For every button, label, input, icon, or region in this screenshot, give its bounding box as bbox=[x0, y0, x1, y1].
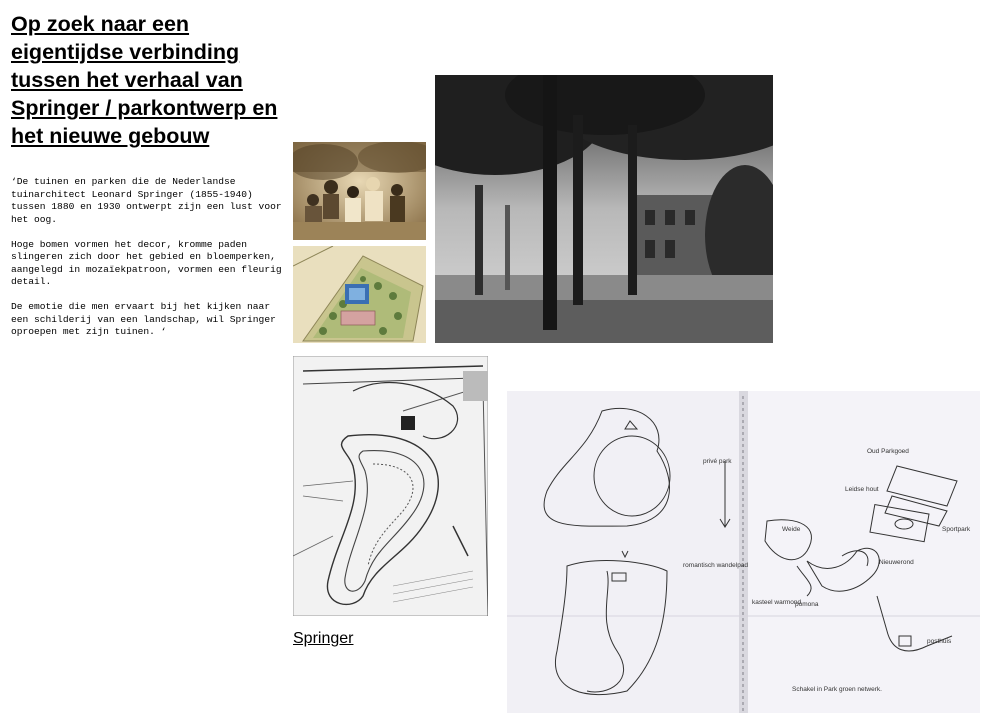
paragraph-1: ‘De tuinen en parken die de Nederlandse tuinarchitect Leonard Springer (1855-1940) tussen 1880 en 1930 ontwerpt zijn een lust voor het oog. bbox=[11, 176, 282, 225]
page-title: Op zoek naar een eigentijdse verbinding tussen het verhaal van Springer / parkontwerp en het nieuwe gebouw bbox=[11, 12, 278, 148]
label-kasteel: kasteel warmond bbox=[752, 599, 802, 606]
label-leidse-hout: Leidse hout bbox=[845, 486, 879, 493]
label-schakel: Schakel in Park groen netwerk. bbox=[792, 686, 882, 693]
paragraph-3: De emotie die men ervaart bij het kijken naar een schilderij van een landschap, wil Springer oproepen met zijn tuinen. ‘ bbox=[11, 301, 276, 337]
springer-park-plan bbox=[293, 356, 488, 616]
label-pomona: pomona bbox=[795, 601, 819, 608]
label-oud-parkgoed: Oud Parkgoed bbox=[867, 448, 909, 455]
group-photo bbox=[293, 142, 426, 240]
label-romantisch: romantisch wandelpad bbox=[683, 562, 749, 569]
colored-garden-plan bbox=[293, 246, 426, 343]
sketch-notebook bbox=[507, 391, 980, 713]
label-posthuis: posthuis bbox=[927, 638, 952, 645]
intro-text bbox=[11, 176, 291, 351]
caption-springer: Springer bbox=[293, 630, 354, 647]
label-prive-park: privé park bbox=[703, 458, 732, 465]
trees-house-photo bbox=[435, 75, 773, 343]
label-nieuwerond: Nieuwerond bbox=[879, 559, 914, 566]
paragraph-2: Hoge bomen vormen het decor, kromme paden slingeren zich door het gebied en bloemperken, aangelegd in mozaïekpatroon, vormen een fleurig detail. bbox=[11, 238, 282, 287]
label-weide: Weide bbox=[782, 526, 801, 533]
label-sportpark: Sportpark bbox=[942, 526, 971, 533]
